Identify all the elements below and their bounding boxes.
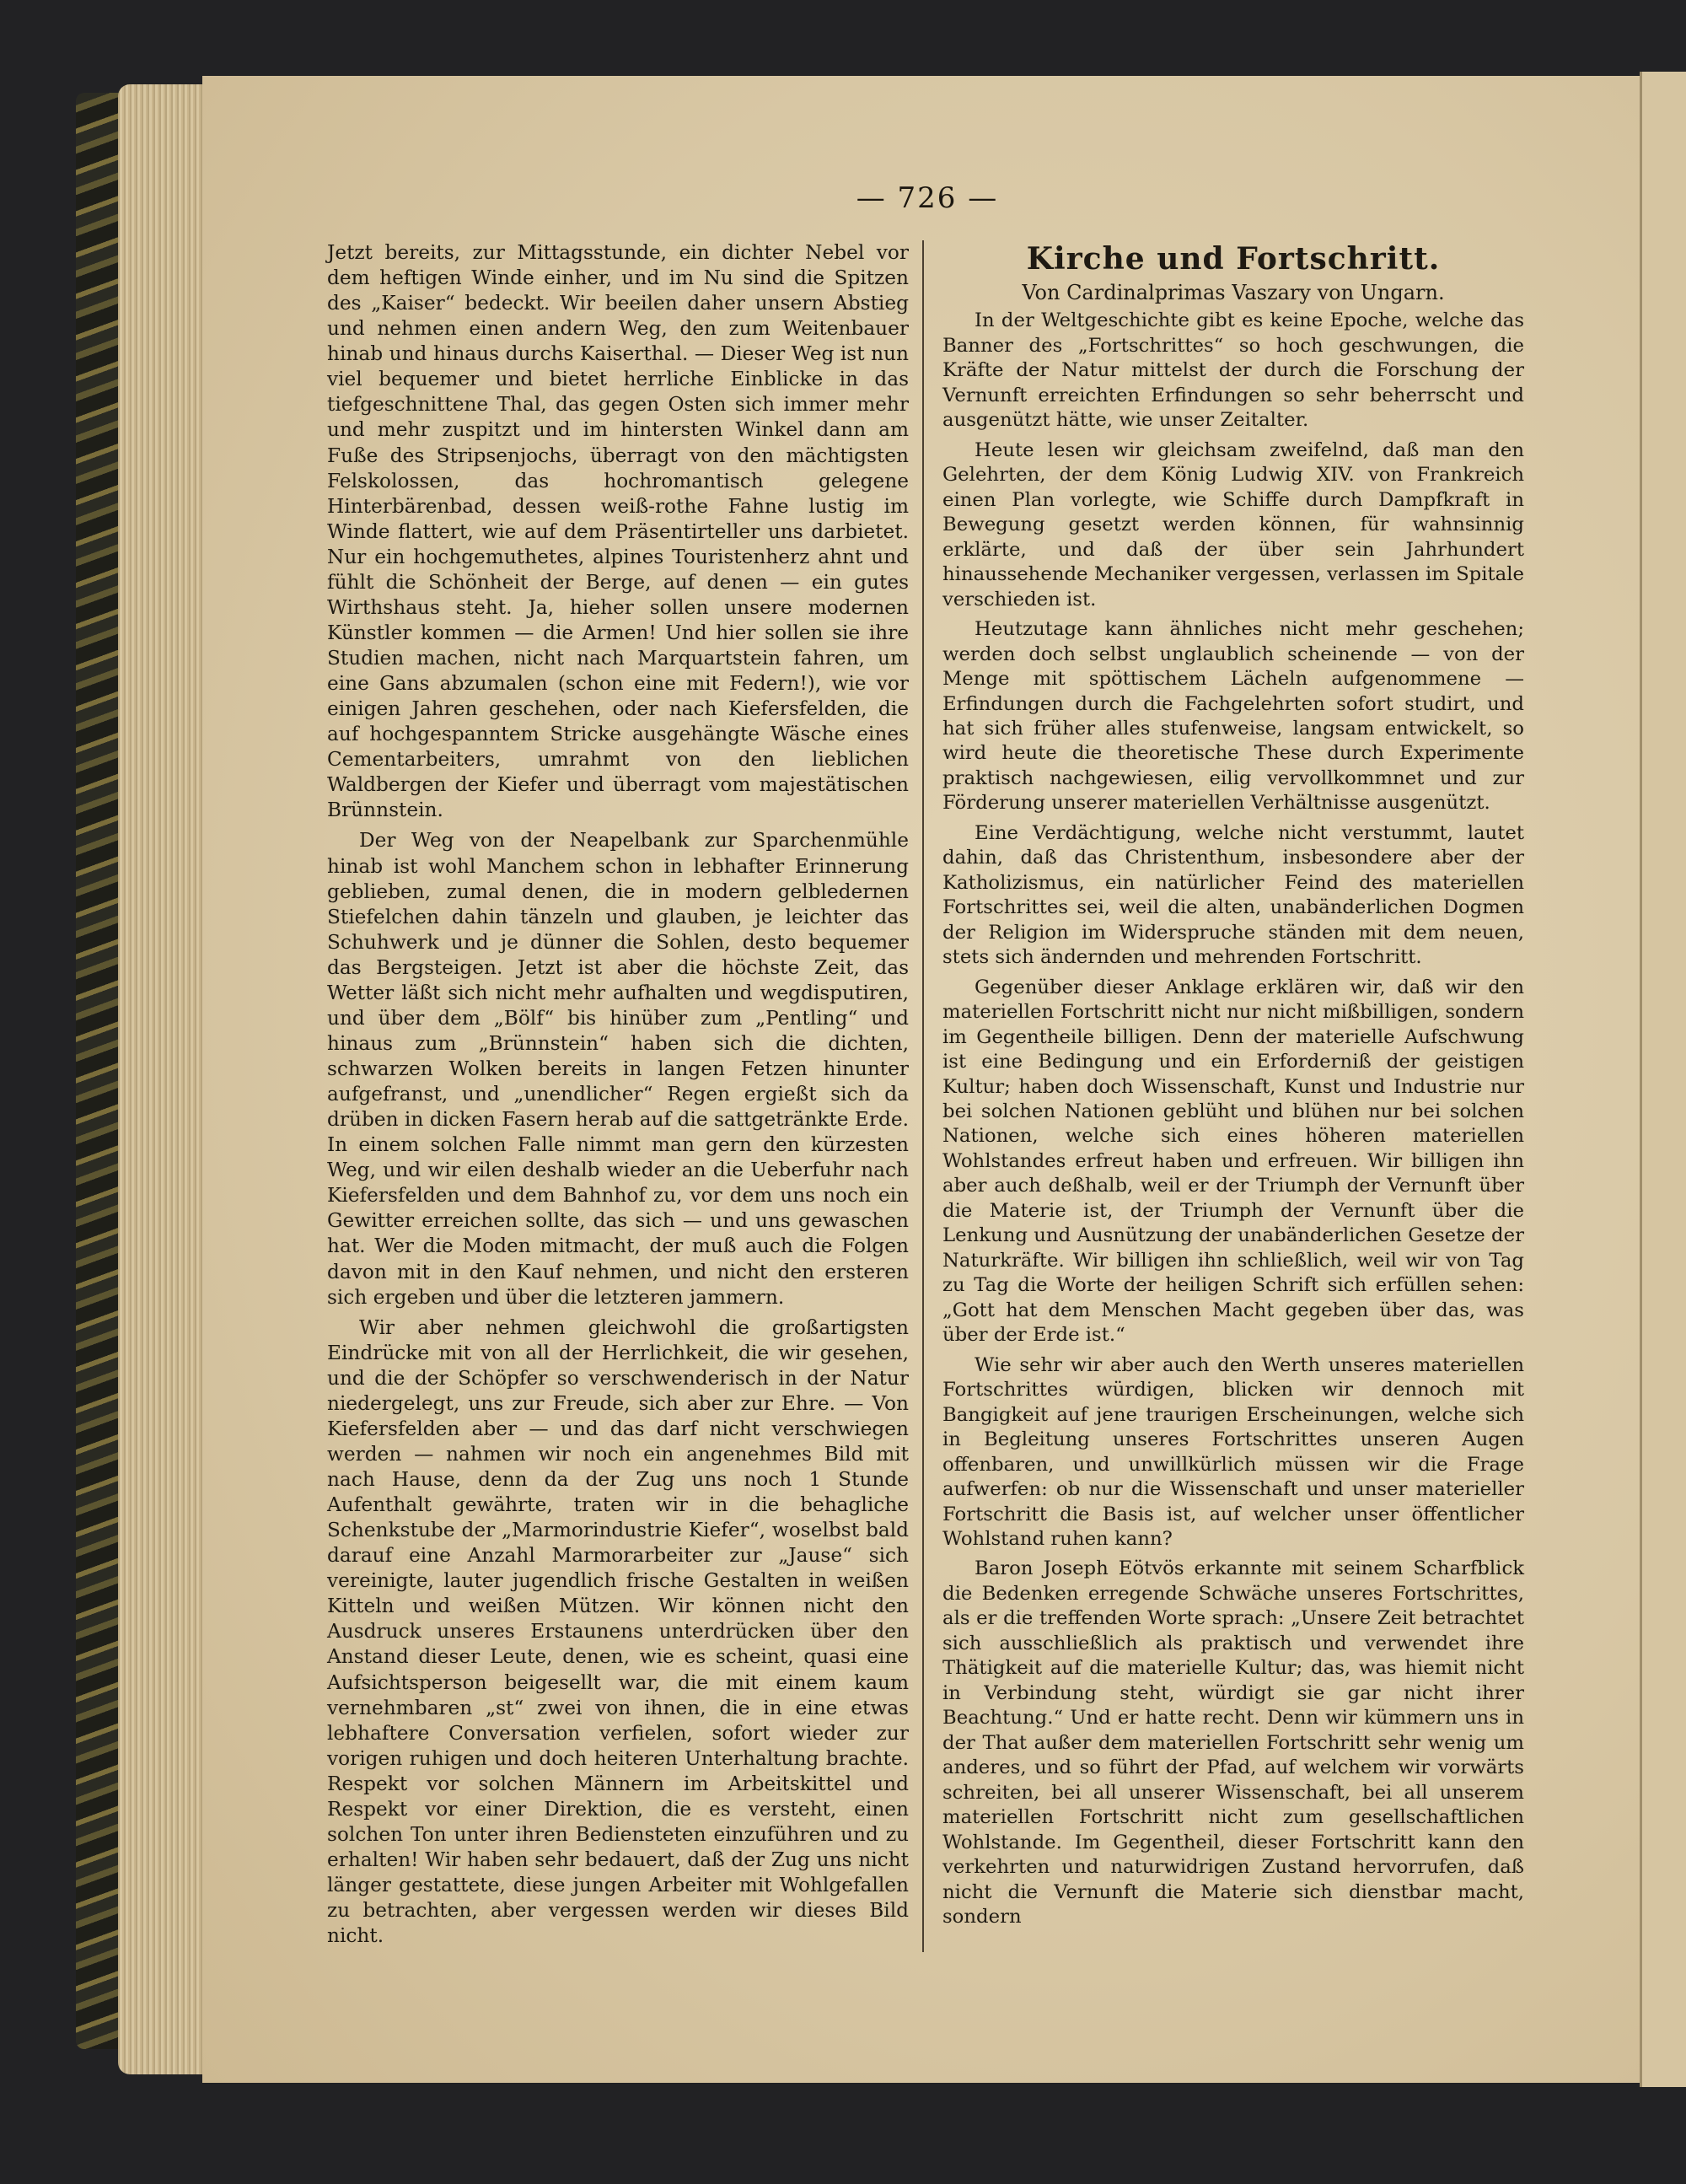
page-number: — 726 — <box>856 181 999 215</box>
left-paragraph-3: Wir aber nehmen gleichwohl die großartigsten Eindrücke mit von all der Herrlichkeit, die wir gesehen, und die der Schöpfer so verschwenderisch in der Natur niedergelegt, uns zur Freude, sich aber zur Ehre. — Von Kiefersfelden aber — und das darf nicht verschwiegen werden — nahmen wir noch ein angenehmes Bild mit nach Hause, denn da der Zug uns noch 1 Stunde Aufenthalt gewährte, traten wir in die behagliche Schenkstube der „Marmorindustrie Kiefer“, woselbst bald darauf eine Anzahl Marmorarbeiter zur „Jause“ sich vereinigte, lauter jugendlich frische Gestalten in weißen Kitteln und weißen Mützen. Wir können nicht den Ausdruck unseres Erstaunens unterdrücken über den Anstand dieser Leute, denen, wie es scheint, quasi eine Aufsichtsperson beigesellt war, die mit einem kaum vernehmbaren „st“ zwei von ihnen, die in eine etwas lebhaftere Conversation verfielen, sofort wieder zur vorigen ruhigen und doch heiteren Unterhaltung brachte. Respekt vor solchen Männern im Arbeitskittel und Respekt vor einer Direktion, die es versteht, einen solchen Ton unter ihren Bediensteten einzuführen und zu erhalten! Wir haben sehr bedauert, daß der Zug uns nicht länger gestattete, diese jungen Arbeiter mit Wohlgefallen zu betrachten, aber vergessen werden wir dieses Bild nicht. <box>327 1315 909 1948</box>
right-column <box>942 240 1524 1929</box>
left-column <box>327 240 909 1949</box>
column-divider <box>922 240 924 1952</box>
article-byline: Von Cardinalprimas Vaszary von Ungarn. <box>1022 281 1445 304</box>
right-paragraph-3: Heutzutage kann ähnliches nicht mehr geschehen; werden doch selbst unglaublich scheinende — von der Menge mit spöttischem Lächeln aufgenommene — Erfindungen durch die Fachgelehrten sofort studirt, und hat sich früher alles stufenweise, langsam entwickelt, so wird heute die theoretische These durch Experimente praktisch nachgewiesen, eilig vervollkommnet und zur Förderung unserer materiellen Verhältnisse ausgenützt. <box>942 618 1524 815</box>
next-page-edge <box>1640 72 1686 2087</box>
right-paragraph-4: Eine Verdächtigung, welche nicht verstummt, lautet dahin, daß das Christenthum, insbesondere aber der Katholizismus, ein natürlicher Feind des materiellen Fortschrittes sei, weil die alten, unabänderlichen Dogmen der Religion im Widerspruche ständen mit dem neuen, stets sich ändernden und mehrenden Fortschritt. <box>942 821 1524 969</box>
right-paragraph-6: Wie sehr wir aber auch den Werth unseres materiellen Fortschrittes würdigen, blicken wir dennoch mit Bangigkeit auf jene traurigen Erscheinungen, welche sich in Begleitung unseres Fortschrittes unseren Augen offenbaren, und unwillkürlich müssen wir die Frage aufwerfen: ob nur die Wissenschaft und unser materieller Fortschritt die Basis ist, auf welcher unser öffentlicher Wohlstand ruhen kann? <box>942 1353 1524 1550</box>
left-paragraph-2: Der Weg von der Neapelbank zur Sparchenmühle hinab ist wohl Manchem schon in lebhafter Erinnerung geblieben, zumal denen, die in modern gelbledernen Stiefelchen dahin tänzeln und glauben, je leichter das Schuhwerk und je dünner die Sohlen, desto bequemer das Bergsteigen. Jetzt ist aber die höchste Zeit, das Wetter läßt sich nicht mehr aufhalten und wegdisputiren, und über dem „Bölf“ bis hinüber zum „Pentling“ und hinaus zum „Brünnstein“ haben sich die dichten, schwarzen Wolken bereits in langen Fetzen hinunter aufgefranst, und „unendlicher“ Regen ergießt sich da drüben in dicken Fasern herab auf die sattgetränkte Erde. In einem solchen Falle nimmt man gern den kürzesten Weg, und wir eilen deshalb wieder an die Ueberfuhr nach Kiefersfelden und dem Bahnhof zu, vor dem uns noch ein Gewitter erreichen sollte, das sich — und uns gewaschen hat. Wer die Moden mitmacht, der muß auch die Folgen davon mit in den Kauf nehmen, und nicht den ersteren sich ergeben und über die letzteren jammern. <box>327 829 909 1309</box>
right-paragraph-2: Heute lesen wir gleichsam zweifelnd, daß man den Gelehrten, der dem König Ludwig XIV. von Frankreich einen Plan vorlegte, wie Schiffe durch Dampfkraft in Bewegung gesetzt werden können, für wahnsinnig erklärte, und daß der über sein Jahrhundert hinaussehende Mechaniker vergessen, verlassen im Spitale verschieden ist. <box>942 438 1524 611</box>
right-paragraph-1: In der Weltgeschichte gibt es keine Epoche, welche das Banner des „Fortschrittes“ so hoch geschwungen, die Kräfte der Natur mittelst der durch die Forschung der Vernunft erreichten Erfindungen so sehr beherrscht und ausgenützt hätte, wie unser Zeitalter. <box>942 309 1524 432</box>
article-title: Kirche und Fortschritt. <box>1026 241 1441 277</box>
right-paragraph-7: Baron Joseph Eötvös erkannte mit seinem Scharfblick die Bedenken erregende Schwäche unseres Fortschrittes, als er die treffenden Worte sprach: „Unsere Zeit betrachtet sich ausschließlich als praktisch und verwendet ihre Thätigkeit auf die materielle Kultur; das, was hiemit nicht in Verbindung steht, würdigt sie gar nicht ihrer Beachtung.“ Und er hatte recht. Denn wir kümmern uns in der That außer dem materiellen Fortschritt sehr wenig um anderes, und so führt der Pfad, auf welchem wir vorwärts schreiten, bei all unserer Wissenschaft, bei all unserem materiellen Fortschritt nicht zum gesellschaftlichen Wohlstande. Im Gegentheil, dieser Fortschritt kann den verkehrten und naturwidrigen Zustand hervorrufen, daß nicht die Vernunft die Materie sich dienstbar macht, sondern <box>942 1557 1524 1928</box>
left-paragraph-1: Jetzt bereits, zur Mittagsstunde, ein dichter Nebel vor dem heftigen Winde einher, und im Nu sind die Spitzen des „Kaiser“ bedeckt. Wir beeilen daher unsern Abstieg und nehmen einen andern Weg, den zum Weitenbauer hinab und hinaus durchs Kaiserthal. — Dieser Weg ist nun viel bequemer und bietet herrliche Einblicke in das tiefgeschnittene Thal, das gegen Osten sich immer mehr und mehr zuspitzt und im hintersten Winkel dann am Fuße des Stripsenjochs, überragt von den mächtigsten Felskolossen, das hochromantisch gelegene Hinterbärenbad, dessen weiß-rothe Fahne lustig im Winde flattert, wie auf dem Präsentirteller uns darbietet. Nur ein hochgemuthetes, alpines Touristenherz ahnt und fühlt die Schönheit der Berge, auf denen — ein gutes Wirthshaus steht. Ja, hieher sollen unsere modernen Künstler kommen — die Armen! Und hier sollen sie ihre Studien machen, nicht nach Marquartstein fahren, um eine Gans abzumalen (schon eine mit Federn!), wie vor einigen Jahren geschehen, oder nach Kiefersfelden, die auf hochgespanntem Stricke ausgehängte Wäsche eines Cementarbeiters, umrahmt von den lieblichen Waldbergen der Kiefer und überragt vom majestätischen Brünnstein. <box>327 241 909 822</box>
book-spine <box>76 93 122 2049</box>
right-paragraph-5: Gegenüber dieser Anklage erklären wir, daß wir den materiellen Fortschritt nicht nur nicht mißbilligen, sondern im Gegentheile billigen. Denn der materielle Aufschwung ist eine Bedingung und ein Erforderniß der geistigen Kultur; haben doch Wissenschaft, Kunst und Industrie nur bei solchen Nationen geblüht und blühen nur bei solchen Nationen, welche sich eines höheren materiellen Wohlstandes erfreut haben und erfreuen. Wir billigen ihn aber auch deßhalb, weil er der Triumph der Vernunft über die Materie ist, der Triumph der Vernunft über die Lenkung und Ausnützung der unabänderlichen Gesetze der Naturkräfte. Wir billigen ihn schließlich, weil wir von Tag zu Tag die Worte der heiligen Schrift sich erfüllen sehen: „Gott hat dem Menschen Macht gegeben über das, was über der Erde ist.“ <box>942 976 1524 1347</box>
